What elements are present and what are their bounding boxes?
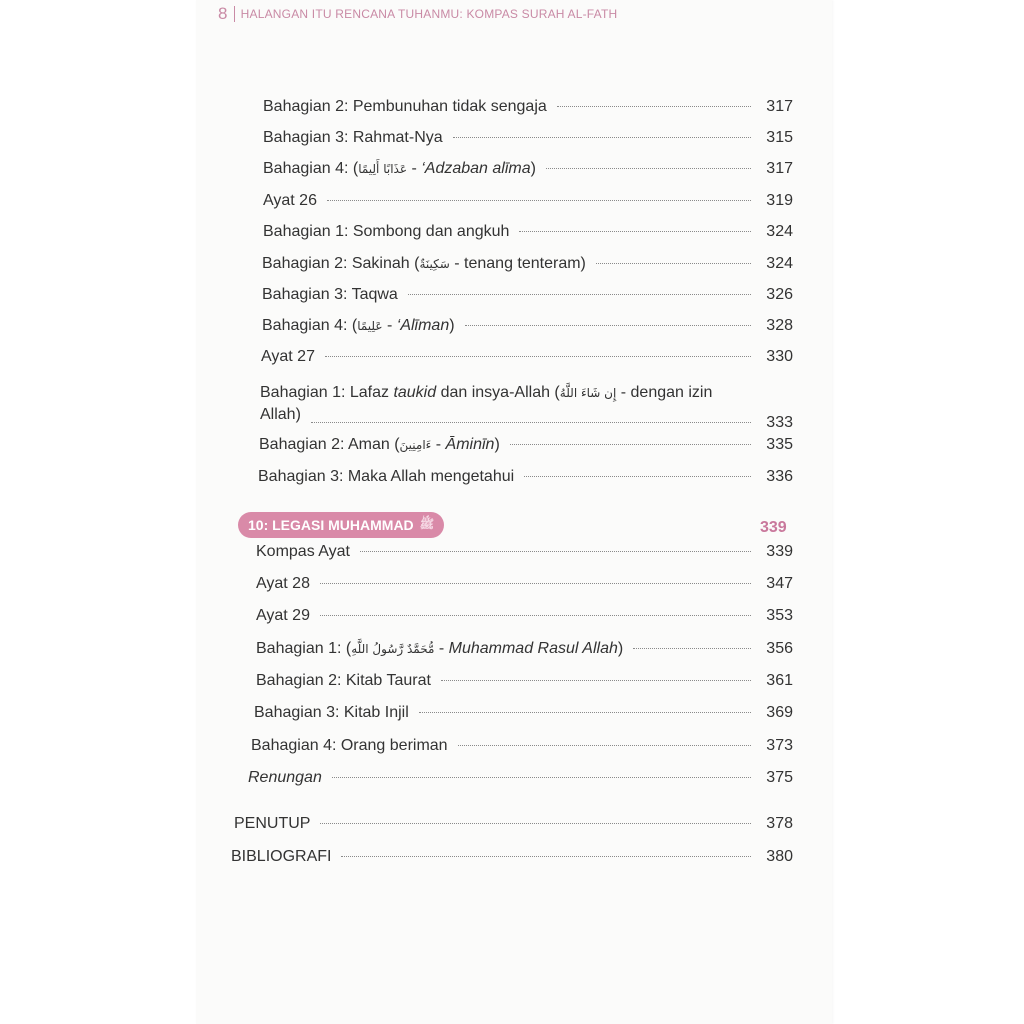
arabic-text: إِن شَاءَ اللَّهُ <box>559 386 617 400</box>
toc-entry-label <box>259 436 500 454</box>
toc-entry-page: 369 <box>766 704 793 721</box>
toc-entry[interactable] <box>259 436 793 460</box>
dot-leader <box>325 356 751 357</box>
toc-entry[interactable] <box>261 348 793 372</box>
toc-entry[interactable] <box>263 192 793 216</box>
dot-leader <box>311 422 751 423</box>
toc-entry-page: 347 <box>766 575 793 592</box>
toc-entry-page: 356 <box>766 640 793 657</box>
toc-entry-label: Ayat 27 <box>261 348 315 365</box>
label-mid: dan insya-Allah ( <box>436 384 560 401</box>
toc-entry-page: 319 <box>766 192 793 209</box>
transliteration: ‘Adzaban alīma <box>421 160 531 177</box>
toc-entry-label: Bahagian 1: Sombong dan angkuh <box>263 223 510 240</box>
toc-entry[interactable] <box>256 607 793 631</box>
chapter-page: 339 <box>760 519 787 536</box>
toc-entry-label <box>263 160 536 178</box>
label-suffix: - dengan izin <box>616 384 713 401</box>
toc-entry-penutup[interactable] <box>234 815 793 839</box>
toc-entry-label: Renungan <box>248 769 322 786</box>
toc-entry-label: Bahagian 4: Orang beriman <box>251 737 448 754</box>
dot-leader <box>596 263 751 264</box>
salawat-icon: ﷺ <box>419 516 435 531</box>
transliteration: ‘Alīman <box>396 317 450 334</box>
dot-leader <box>320 583 751 584</box>
toc-entry-page: 317 <box>766 98 793 115</box>
toc-entry-label <box>262 317 455 335</box>
label-close: ) <box>494 436 500 453</box>
transliteration: Muhammad Rasul Allah <box>448 640 618 657</box>
dot-leader <box>546 168 751 169</box>
dot-leader <box>519 231 751 232</box>
toc-entry[interactable] <box>256 543 793 567</box>
toc-entry-page: 336 <box>766 468 793 485</box>
toc-entry[interactable] <box>262 286 793 310</box>
italic-term: taukid <box>393 384 437 401</box>
toc-entry[interactable] <box>263 98 793 122</box>
toc-entry-page: 380 <box>766 848 793 865</box>
toc-entry-page: 339 <box>766 543 793 560</box>
toc-entry[interactable] <box>254 704 793 728</box>
toc-entry[interactable] <box>256 575 793 599</box>
label-close: ) <box>449 317 455 334</box>
dot-leader <box>453 137 751 138</box>
dot-leader <box>419 712 751 713</box>
label-line-2: Allah) <box>260 406 301 423</box>
label-prefix: Bahagian 2: Sakinah ( <box>262 255 420 272</box>
toc-entry-page: 361 <box>766 672 793 689</box>
toc-entry[interactable] <box>262 317 793 341</box>
toc-entry-page: 324 <box>766 223 793 240</box>
toc-entry-label: Bahagian 3: Taqwa <box>262 286 398 303</box>
toc-entry-page: 333 <box>766 414 793 431</box>
transliteration: Āminīn <box>445 436 495 453</box>
dot-leader <box>327 200 751 201</box>
toc-entry-page: 378 <box>766 815 793 832</box>
toc-entry-page: 324 <box>766 255 793 272</box>
dot-leader <box>360 551 751 552</box>
toc-entry-label: PENUTUP <box>234 815 311 832</box>
toc-entry[interactable] <box>262 255 793 279</box>
toc-entry-multiline[interactable] <box>260 382 793 431</box>
dot-leader <box>332 777 751 778</box>
dot-leader <box>633 648 751 649</box>
header-divider <box>234 6 235 22</box>
toc-entry-label: Bahagian 3: Maka Allah mengetahui <box>258 468 515 485</box>
toc-entry[interactable] <box>263 160 793 184</box>
chapter-title: 10: LEGASI MUHAMMAD <box>248 517 414 533</box>
label-prefix: Bahagian 1: Lafaz <box>260 384 394 401</box>
toc-entry-page: 317 <box>766 160 793 177</box>
toc-entry-bibliografi[interactable] <box>231 848 793 872</box>
toc-entry-page: 330 <box>766 348 793 365</box>
toc-entry-page: 315 <box>766 129 793 146</box>
toc-entry[interactable] <box>251 737 793 761</box>
toc-entry-page: 328 <box>766 317 793 334</box>
toc-entry-page: 335 <box>766 436 793 453</box>
dot-leader <box>408 294 751 295</box>
dot-leader <box>441 680 751 681</box>
toc-entry-label: Kompas Ayat <box>256 543 350 560</box>
label-suffix: - <box>431 436 446 453</box>
dot-leader <box>557 106 751 107</box>
toc-entry[interactable] <box>256 672 793 696</box>
toc-entry-page: 375 <box>766 769 793 786</box>
toc-entry-page: 353 <box>766 607 793 624</box>
label-prefix: Bahagian 4: ( <box>262 317 358 334</box>
label-suffix: - <box>407 160 422 177</box>
dot-leader <box>510 444 751 445</box>
running-title: HALANGAN ITU RENCANA TUHANMU: KOMPAS SURAH AL-FATH <box>240 7 618 21</box>
arabic-text: سَكِينَةٌ <box>419 257 450 271</box>
label-suffix: - tenang tenteram) <box>449 255 586 272</box>
running-header <box>218 4 617 24</box>
toc-entry-line-1 <box>260 382 793 404</box>
toc-entry-label: Bahagian 3: Rahmat-Nya <box>263 129 443 146</box>
toc-entry[interactable] <box>248 769 793 793</box>
toc-entry-label: Ayat 28 <box>256 575 310 592</box>
label-suffix: - <box>382 317 397 334</box>
toc-entry-page: 373 <box>766 737 793 754</box>
toc-entry-label: Ayat 26 <box>263 192 317 209</box>
arabic-text: عَذَابًا أَلِيمًا <box>358 162 407 176</box>
dot-leader <box>320 823 751 824</box>
dot-leader <box>458 745 751 746</box>
page-number: 8 <box>218 4 228 23</box>
toc-entry[interactable] <box>258 468 793 492</box>
dot-leader <box>341 856 751 857</box>
label-suffix: - <box>434 640 449 657</box>
toc-entry-label: Bahagian 2: Kitab Taurat <box>256 672 431 689</box>
dot-leader <box>320 615 751 616</box>
label-prefix: Bahagian 2: Aman ( <box>259 436 400 453</box>
toc-entry-label: Bahagian 2: Pembunuhan tidak sengaja <box>263 98 547 115</box>
toc-entry-page: 326 <box>766 286 793 303</box>
toc-entry-label: BIBLIOGRAFI <box>231 848 332 865</box>
toc-entry[interactable] <box>263 129 793 153</box>
toc-entry-label: Ayat 29 <box>256 607 310 624</box>
arabic-text: مُّحَمَّدٌ رَّسُولُ اللَّهِ <box>351 642 435 656</box>
arabic-text: ءَامِنِينَ <box>399 438 432 452</box>
arabic-text: عَلِيمًا <box>357 319 383 333</box>
toc-entry-line-2 <box>260 404 793 431</box>
dot-leader <box>524 476 751 477</box>
chapter-heading-pill[interactable] <box>238 512 444 538</box>
label-close: ) <box>530 160 536 177</box>
label-close: ) <box>617 640 624 657</box>
label-prefix: Bahagian 4: ( <box>263 160 359 177</box>
toc-entry-label <box>256 640 623 658</box>
dot-leader <box>465 325 751 326</box>
label-prefix: Bahagian 1: ( <box>256 640 352 657</box>
toc-entry-label <box>262 255 586 273</box>
toc-entry[interactable] <box>256 640 793 664</box>
toc-entry-label: Bahagian 3: Kitab Injil <box>254 704 409 721</box>
toc-entry[interactable] <box>263 223 793 247</box>
